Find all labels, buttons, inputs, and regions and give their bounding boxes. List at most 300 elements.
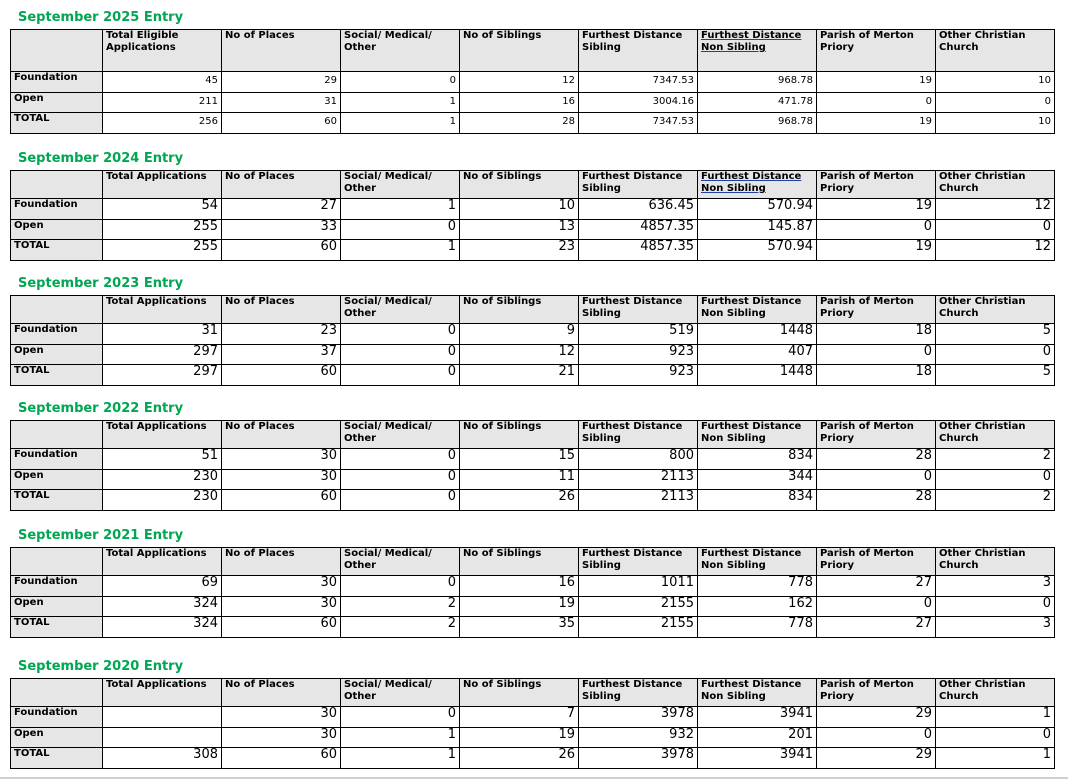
table-cell: 19: [460, 727, 579, 748]
table-cell: 60: [222, 365, 341, 386]
table-cell: 162: [698, 596, 817, 617]
table-row: [11, 617, 1055, 638]
column-header-label: Furthest Distance Sibling: [582, 296, 683, 319]
row-label: Open: [11, 727, 103, 748]
row-label: Foundation: [11, 324, 103, 345]
column-header-label: No of Siblings: [463, 30, 542, 41]
header-corner-cell: [11, 679, 103, 707]
table-cell: 932: [579, 727, 698, 748]
table-cell: 9: [460, 324, 579, 345]
table-cell: 5: [936, 365, 1055, 386]
table-cell: 0: [341, 469, 460, 490]
table-cell: 23: [460, 240, 579, 261]
column-header-label: Furthest Distance Non Sibling: [701, 296, 802, 319]
table-cell: 0: [936, 92, 1055, 113]
column-header-label: No of Siblings: [463, 421, 542, 432]
table-cell: 54: [103, 199, 222, 220]
header-corner-cell: [11, 421, 103, 449]
column-header-label: Parish of Merton Priory: [820, 296, 914, 319]
row-label: TOTAL: [11, 490, 103, 511]
header-corner-cell: [11, 296, 103, 324]
table-cell: 1448: [698, 324, 817, 345]
column-header-label: Furthest Distance Non Sibling: [701, 171, 802, 194]
table-cell: 12: [460, 344, 579, 365]
row-label: TOTAL: [11, 113, 103, 134]
column-header: [460, 421, 579, 449]
table-cell: 19: [460, 596, 579, 617]
table-header-row: [11, 171, 1055, 199]
table-cell: 60: [222, 748, 341, 769]
table-cell: 16: [460, 576, 579, 597]
column-header: [579, 679, 698, 707]
table-cell: 230: [103, 490, 222, 511]
entry-table: [10, 170, 1055, 261]
column-header: [936, 30, 1055, 72]
column-header-label: No of Places: [225, 30, 295, 41]
column-header-label: No of Siblings: [463, 548, 542, 559]
table-cell: 29: [222, 72, 341, 93]
column-header: [103, 171, 222, 199]
column-header-label: Parish of Merton Priory: [820, 30, 914, 53]
table-cell: 0: [341, 324, 460, 345]
column-header: [341, 171, 460, 199]
table-cell: 60: [222, 240, 341, 261]
column-header-label: Social/ Medical/ Other: [344, 421, 432, 444]
table-cell: 29: [817, 707, 936, 728]
table-cell: 407: [698, 344, 817, 365]
table-cell: 1: [341, 748, 460, 769]
column-header: [817, 679, 936, 707]
column-header-label: Total Eligible Applications: [106, 30, 179, 53]
table-cell: 256: [103, 113, 222, 134]
table-cell: 7347.53: [579, 113, 698, 134]
table-cell: 2: [936, 490, 1055, 511]
table-cell: 26: [460, 748, 579, 769]
table-cell: 297: [103, 365, 222, 386]
table-cell: 800: [579, 449, 698, 470]
table-row: [11, 365, 1055, 386]
column-header-label: Parish of Merton Priory: [820, 679, 914, 702]
table-cell: 0: [817, 344, 936, 365]
column-header: [579, 30, 698, 72]
column-header: [341, 548, 460, 576]
table-cell: 60: [222, 490, 341, 511]
table-cell: 18: [817, 365, 936, 386]
column-header-label: Furthest Distance Non Sibling: [701, 548, 802, 571]
table-cell: 37: [222, 344, 341, 365]
table-cell: 4857.35: [579, 240, 698, 261]
table-cell: 201: [698, 727, 817, 748]
table-cell: 0: [817, 92, 936, 113]
table-cell: 26: [460, 490, 579, 511]
table-cell: 145.87: [698, 219, 817, 240]
column-header: [936, 548, 1055, 576]
table-cell: 12: [460, 72, 579, 93]
row-label: Foundation: [11, 449, 103, 470]
table-cell: 1: [341, 199, 460, 220]
column-header-label: Total Applications: [106, 679, 207, 690]
column-header: [817, 548, 936, 576]
column-header: [936, 296, 1055, 324]
column-header-label: Parish of Merton Priory: [820, 548, 914, 571]
table-cell: 1: [341, 727, 460, 748]
table-cell: 27: [817, 617, 936, 638]
row-label: Open: [11, 469, 103, 490]
row-label: Open: [11, 344, 103, 365]
header-corner-cell: [11, 30, 103, 72]
table-cell: 19: [817, 199, 936, 220]
table-cell: 30: [222, 727, 341, 748]
table-cell: 0: [817, 596, 936, 617]
column-header-label: Furthest Distance Non Sibling: [701, 30, 802, 53]
column-header-label: Parish of Merton Priory: [820, 421, 914, 444]
table-cell: 28: [817, 449, 936, 470]
table-row: [11, 449, 1055, 470]
column-header-label: No of Places: [225, 296, 295, 307]
table-cell: 15: [460, 449, 579, 470]
table-cell: 19: [817, 72, 936, 93]
column-header-label: Other Christian Church: [939, 30, 1026, 53]
column-header-label: Total Applications: [106, 296, 207, 307]
table-cell: 2155: [579, 617, 698, 638]
column-header: [341, 421, 460, 449]
table-cell: 12: [936, 240, 1055, 261]
table-header-row: [11, 296, 1055, 324]
column-header: [936, 679, 1055, 707]
column-header: [698, 421, 817, 449]
table-cell: 344: [698, 469, 817, 490]
table-row: [11, 344, 1055, 365]
table-cell: 0: [817, 727, 936, 748]
table-cell: [103, 707, 222, 728]
column-header: [222, 421, 341, 449]
row-label: Open: [11, 219, 103, 240]
table-row: [11, 240, 1055, 261]
table-cell: 35: [460, 617, 579, 638]
entry-table: [10, 678, 1055, 769]
table-cell: 636.45: [579, 199, 698, 220]
column-header: [460, 30, 579, 72]
row-label: Open: [11, 92, 103, 113]
table-cell: 10: [936, 113, 1055, 134]
column-header: [460, 548, 579, 576]
table-cell: 308: [103, 748, 222, 769]
column-header: [936, 171, 1055, 199]
column-header: [103, 296, 222, 324]
table-cell: 0: [936, 219, 1055, 240]
table-row: [11, 72, 1055, 93]
table-cell: 3978: [579, 707, 698, 728]
column-header: [817, 421, 936, 449]
section-title: September 2022 Entry: [18, 401, 184, 416]
table-row: [11, 92, 1055, 113]
column-header: [222, 30, 341, 72]
table-cell: 0: [936, 469, 1055, 490]
table-cell: 27: [222, 199, 341, 220]
column-header-label: Furthest Distance Sibling: [582, 421, 683, 444]
table-cell: 30: [222, 449, 341, 470]
column-header: [698, 171, 817, 199]
entry-table: [10, 420, 1055, 511]
table-cell: 21: [460, 365, 579, 386]
table-cell: 31: [222, 92, 341, 113]
section-title: September 2024 Entry: [18, 151, 184, 166]
column-header-label: Other Christian Church: [939, 171, 1026, 194]
table-cell: 923: [579, 344, 698, 365]
column-header-label: Social/ Medical/ Other: [344, 171, 432, 194]
table-cell: 0: [341, 344, 460, 365]
page-bottom-rule: [0, 777, 1068, 779]
table-cell: 0: [817, 469, 936, 490]
table-cell: 3004.16: [579, 92, 698, 113]
column-header-label: Social/ Medical/ Other: [344, 30, 432, 53]
column-header-label: Other Christian Church: [939, 421, 1026, 444]
table-cell: 968.78: [698, 72, 817, 93]
column-header-label: No of Places: [225, 548, 295, 559]
table-header-row: [11, 421, 1055, 449]
table-row: [11, 469, 1055, 490]
table-cell: 0: [817, 219, 936, 240]
table-cell: 0: [936, 596, 1055, 617]
column-header: [698, 296, 817, 324]
column-header-label: Furthest Distance Non Sibling: [701, 421, 802, 444]
column-header: [103, 548, 222, 576]
column-header-label: No of Siblings: [463, 679, 542, 690]
column-header: [222, 548, 341, 576]
table-row: [11, 490, 1055, 511]
column-header-label: No of Places: [225, 171, 295, 182]
table-cell: 324: [103, 617, 222, 638]
table-cell: 1: [341, 92, 460, 113]
row-label: TOTAL: [11, 748, 103, 769]
row-label: Open: [11, 596, 103, 617]
column-header-label: Other Christian Church: [939, 679, 1026, 702]
column-header-label: Total Applications: [106, 421, 207, 432]
table-row: [11, 596, 1055, 617]
table-cell: 570.94: [698, 240, 817, 261]
table-row: [11, 219, 1055, 240]
table-header-row: [11, 679, 1055, 707]
column-header-label: No of Siblings: [463, 296, 542, 307]
table-cell: 3941: [698, 748, 817, 769]
header-corner-cell: [11, 548, 103, 576]
table-cell: 1011: [579, 576, 698, 597]
table-cell: 324: [103, 596, 222, 617]
row-label: Foundation: [11, 576, 103, 597]
table-cell: 3978: [579, 748, 698, 769]
table-cell: 10: [936, 72, 1055, 93]
section-title: September 2023 Entry: [18, 276, 184, 291]
header-corner-cell: [11, 171, 103, 199]
column-header-label: Furthest Distance Sibling: [582, 30, 683, 53]
row-label: TOTAL: [11, 617, 103, 638]
column-header: [698, 679, 817, 707]
column-header-label: Social/ Medical/ Other: [344, 296, 432, 319]
table-cell: 60: [222, 617, 341, 638]
table-cell: 570.94: [698, 199, 817, 220]
table-cell: 51: [103, 449, 222, 470]
table-cell: 1: [341, 113, 460, 134]
table-cell: 778: [698, 576, 817, 597]
table-cell: 31: [103, 324, 222, 345]
column-header: [817, 296, 936, 324]
column-header: [460, 296, 579, 324]
entry-table: [10, 547, 1055, 638]
column-header: [103, 421, 222, 449]
table-cell: 2: [341, 617, 460, 638]
entry-table: [10, 295, 1055, 386]
column-header-label: Furthest Distance Sibling: [582, 548, 683, 571]
table-cell: 69: [103, 576, 222, 597]
table-cell: 297: [103, 344, 222, 365]
table-cell: 13: [460, 219, 579, 240]
table-cell: 7: [460, 707, 579, 728]
column-header-label: Furthest Distance Sibling: [582, 171, 683, 194]
column-header-label: No of Places: [225, 421, 295, 432]
column-header-label: Other Christian Church: [939, 296, 1026, 319]
table-cell: 778: [698, 617, 817, 638]
row-label: TOTAL: [11, 240, 103, 261]
section-title: September 2020 Entry: [18, 659, 184, 674]
table-cell: 16: [460, 92, 579, 113]
column-header: [579, 421, 698, 449]
table-cell: 45: [103, 72, 222, 93]
table-cell: 28: [817, 490, 936, 511]
table-cell: 1: [936, 748, 1055, 769]
table-cell: [103, 727, 222, 748]
column-header-label: Furthest Distance Sibling: [582, 679, 683, 702]
table-header-row: [11, 548, 1055, 576]
table-cell: 1: [341, 240, 460, 261]
table-cell: 1448: [698, 365, 817, 386]
column-header: [460, 171, 579, 199]
table-cell: 30: [222, 707, 341, 728]
table-cell: 0: [341, 707, 460, 728]
table-cell: 0: [341, 365, 460, 386]
column-header: [341, 679, 460, 707]
table-row: [11, 727, 1055, 748]
table-cell: 1: [936, 707, 1055, 728]
table-cell: 3: [936, 576, 1055, 597]
table-cell: 2113: [579, 490, 698, 511]
table-cell: 211: [103, 92, 222, 113]
table-cell: 5: [936, 324, 1055, 345]
table-row: [11, 576, 1055, 597]
table-cell: 519: [579, 324, 698, 345]
table-cell: 4857.35: [579, 219, 698, 240]
table-cell: 2: [341, 596, 460, 617]
table-cell: 7347.53: [579, 72, 698, 93]
table-cell: 834: [698, 449, 817, 470]
column-header: [222, 171, 341, 199]
table-cell: 2: [936, 449, 1055, 470]
table-cell: 11: [460, 469, 579, 490]
table-cell: 0: [341, 219, 460, 240]
table-cell: 19: [817, 240, 936, 261]
table-cell: 0: [341, 576, 460, 597]
column-header: [579, 296, 698, 324]
table-row: [11, 707, 1055, 728]
table-cell: 23: [222, 324, 341, 345]
column-header: [460, 679, 579, 707]
table-cell: 255: [103, 240, 222, 261]
column-header: [817, 171, 936, 199]
table-cell: 0: [341, 449, 460, 470]
table-cell: 10: [460, 199, 579, 220]
entry-table: [10, 29, 1055, 134]
table-cell: 30: [222, 596, 341, 617]
table-cell: 30: [222, 576, 341, 597]
table-cell: 255: [103, 219, 222, 240]
column-header-label: Parish of Merton Priory: [820, 171, 914, 194]
table-cell: 3: [936, 617, 1055, 638]
table-row: [11, 113, 1055, 134]
table-cell: 18: [817, 324, 936, 345]
column-header-label: Social/ Medical/ Other: [344, 679, 432, 702]
table-cell: 29: [817, 748, 936, 769]
column-header-label: Other Christian Church: [939, 548, 1026, 571]
column-header: [222, 296, 341, 324]
table-cell: 0: [936, 344, 1055, 365]
table-row: [11, 748, 1055, 769]
column-header-label: Social/ Medical/ Other: [344, 548, 432, 571]
table-cell: 12: [936, 199, 1055, 220]
table-cell: 2155: [579, 596, 698, 617]
column-header-label: Furthest Distance Non Sibling: [701, 679, 802, 702]
column-header: [103, 679, 222, 707]
table-cell: 27: [817, 576, 936, 597]
table-cell: 3941: [698, 707, 817, 728]
table-cell: 968.78: [698, 113, 817, 134]
column-header: [579, 171, 698, 199]
row-label: TOTAL: [11, 365, 103, 386]
column-header: [936, 421, 1055, 449]
row-label: Foundation: [11, 707, 103, 728]
column-header: [341, 30, 460, 72]
table-cell: 0: [341, 490, 460, 511]
column-header: [103, 30, 222, 72]
column-header: [817, 30, 936, 72]
column-header: [579, 548, 698, 576]
section-title: September 2025 Entry: [18, 10, 184, 25]
column-header: [698, 548, 817, 576]
table-cell: 0: [936, 727, 1055, 748]
table-cell: 60: [222, 113, 341, 134]
column-header-label: Total Applications: [106, 171, 207, 182]
table-header-row: [11, 30, 1055, 72]
column-header-label: Total Applications: [106, 548, 207, 559]
row-label: Foundation: [11, 199, 103, 220]
section-title: September 2021 Entry: [18, 528, 184, 543]
column-header-label: No of Places: [225, 679, 295, 690]
column-header-label: No of Siblings: [463, 171, 542, 182]
table-cell: 28: [460, 113, 579, 134]
table-cell: 471.78: [698, 92, 817, 113]
table-cell: 19: [817, 113, 936, 134]
column-header: [341, 296, 460, 324]
table-cell: 30: [222, 469, 341, 490]
table-cell: 0: [341, 72, 460, 93]
table-row: [11, 199, 1055, 220]
table-cell: 230: [103, 469, 222, 490]
column-header: [698, 30, 817, 72]
table-row: [11, 324, 1055, 345]
table-cell: 2113: [579, 469, 698, 490]
column-header: [222, 679, 341, 707]
table-cell: 33: [222, 219, 341, 240]
table-cell: 923: [579, 365, 698, 386]
row-label: Foundation: [11, 72, 103, 93]
